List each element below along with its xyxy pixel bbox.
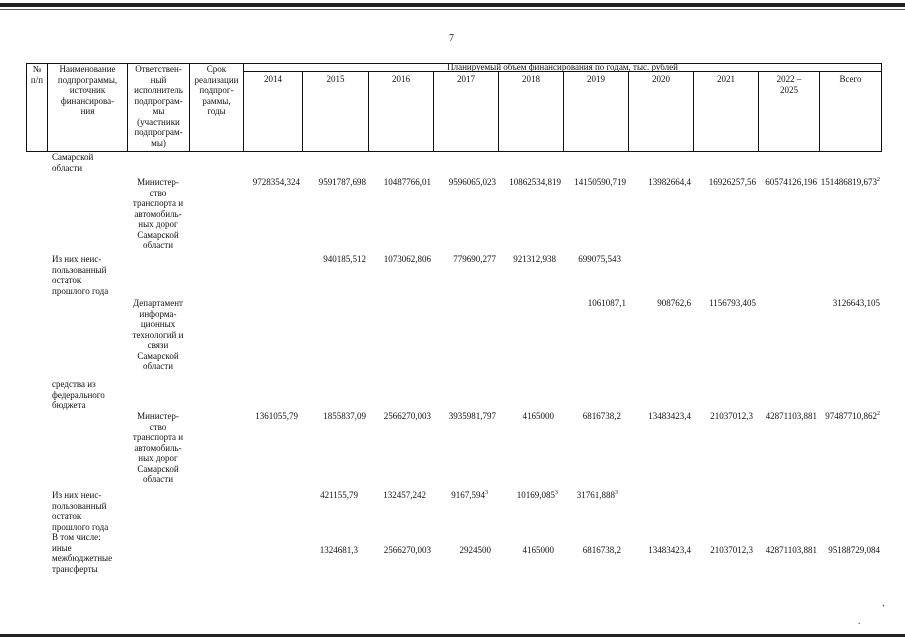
header-bottom-line <box>26 151 881 152</box>
row-value: 10487766,01 <box>383 177 431 187</box>
row-value: 21037012,3 <box>710 545 753 555</box>
row-value: 132457,242 <box>383 490 426 500</box>
row-value: 1061087,1 <box>587 298 626 308</box>
bottom-border <box>0 634 905 637</box>
row-value: 10862534,819 <box>509 177 561 187</box>
row-value: 908762,6 <box>657 298 691 308</box>
header-year: Всего <box>839 74 862 84</box>
row-value: 1156793,405 <box>709 298 756 308</box>
top-border-thin <box>0 9 905 10</box>
row-value: 31761,888$^3$ <box>576 490 618 500</box>
row-value: 1324681,3 <box>319 545 358 555</box>
header-col-term: Срок реализации подпрог- раммы, годы <box>194 64 239 116</box>
row-name: Самарской области <box>52 152 94 173</box>
row-value: 3935981,797 <box>448 411 496 421</box>
row-value: 13483423,4 <box>648 545 691 555</box>
row-value: 3126643,105 <box>832 298 880 308</box>
header-col-number: № п/п <box>30 64 44 85</box>
row-value: 9591787,698 <box>318 177 366 187</box>
row-value: 13982664,4 <box>648 177 691 187</box>
row-value: 1073062,806 <box>383 254 431 264</box>
header-col-responsible: Ответствен- ный исполнитель подпрограм- мы (участники подпрограм- мы) <box>134 64 183 148</box>
row-responsible: Департамент информа- ционных технологий и связи Самарской области <box>132 298 184 371</box>
row-value: 95188729,084 <box>828 545 880 555</box>
row-value: 14150590,719 <box>574 177 626 187</box>
row-value: 16926257,56 <box>708 177 756 187</box>
row-value: 2566270,003 <box>383 545 431 555</box>
row-value: 21037012,3 <box>710 411 753 421</box>
row-value: 9596065,023 <box>448 177 496 187</box>
row-value: 421155,79 <box>320 490 358 500</box>
row-value: 699075,543 <box>578 254 621 264</box>
scan-mark: . <box>858 616 861 626</box>
header-year: 2021 <box>717 74 735 84</box>
row-value: 13483423,4 <box>648 411 691 421</box>
scan-mark: , <box>878 598 886 608</box>
row-value: 1361055,79 <box>255 411 298 421</box>
row-value: 921312,938 <box>513 254 556 264</box>
row-name: средства из федерального бюджета <box>52 379 105 410</box>
row-value: 9728354,324 <box>252 177 300 187</box>
row-value: 97487710,862$^2$ <box>825 411 880 421</box>
row-value: 10169,085$^3$ <box>516 490 558 500</box>
header-year: 2014 <box>264 74 282 84</box>
row-name: Из них неис- пользованный остаток прошлого года <box>52 490 109 532</box>
header-year: 2015 <box>326 74 345 84</box>
row-value: 4165000 <box>522 411 554 421</box>
header-year: 2022 – 2025 <box>776 74 802 95</box>
header-year: 2016 <box>392 74 410 84</box>
row-value: 42871103,881 <box>765 411 817 421</box>
row-value: 151486819,673$^2$ <box>820 177 880 187</box>
header-year: 2018 <box>522 74 540 84</box>
row-value: 940185,512 <box>323 254 366 264</box>
header-group-title: Планируемый объем финансирования по годам, тыс. рублей <box>447 62 678 72</box>
row-value: 9167,594$^3$ <box>451 490 488 500</box>
row-responsible: Министер- ство транспорта и автомобиль- ных дорог Самарской области <box>132 411 184 484</box>
row-responsible: Министер- ство транспорта и автомобиль- ных дорог Самарской области <box>132 177 184 250</box>
row-value: 60574126,196 <box>765 177 817 187</box>
row-value: 779690,277 <box>453 254 496 264</box>
row-name: Из них неис- пользованный остаток прошлого года <box>52 254 109 296</box>
header-vline <box>881 63 882 152</box>
row-value: 42871103,881 <box>765 545 817 555</box>
header-year: 2019 <box>587 74 605 84</box>
header-col-name: Наименование подпрограммы, источник финансирова- ния <box>57 64 118 116</box>
header-year: 2020 <box>652 74 670 84</box>
top-border <box>0 3 905 7</box>
header-year: 2017 <box>457 74 475 84</box>
page-number: 7 <box>449 33 454 44</box>
row-value: 6816738,2 <box>582 411 621 421</box>
row-value: 2924500 <box>459 545 491 555</box>
row-value: 1855837,09 <box>323 411 366 421</box>
row-value: 2566270,003 <box>383 411 431 421</box>
row-value: 6816738,2 <box>582 545 621 555</box>
row-value: 4165000 <box>522 545 554 555</box>
row-name: В том числе: иные межбюджетные трансферты <box>52 532 113 574</box>
